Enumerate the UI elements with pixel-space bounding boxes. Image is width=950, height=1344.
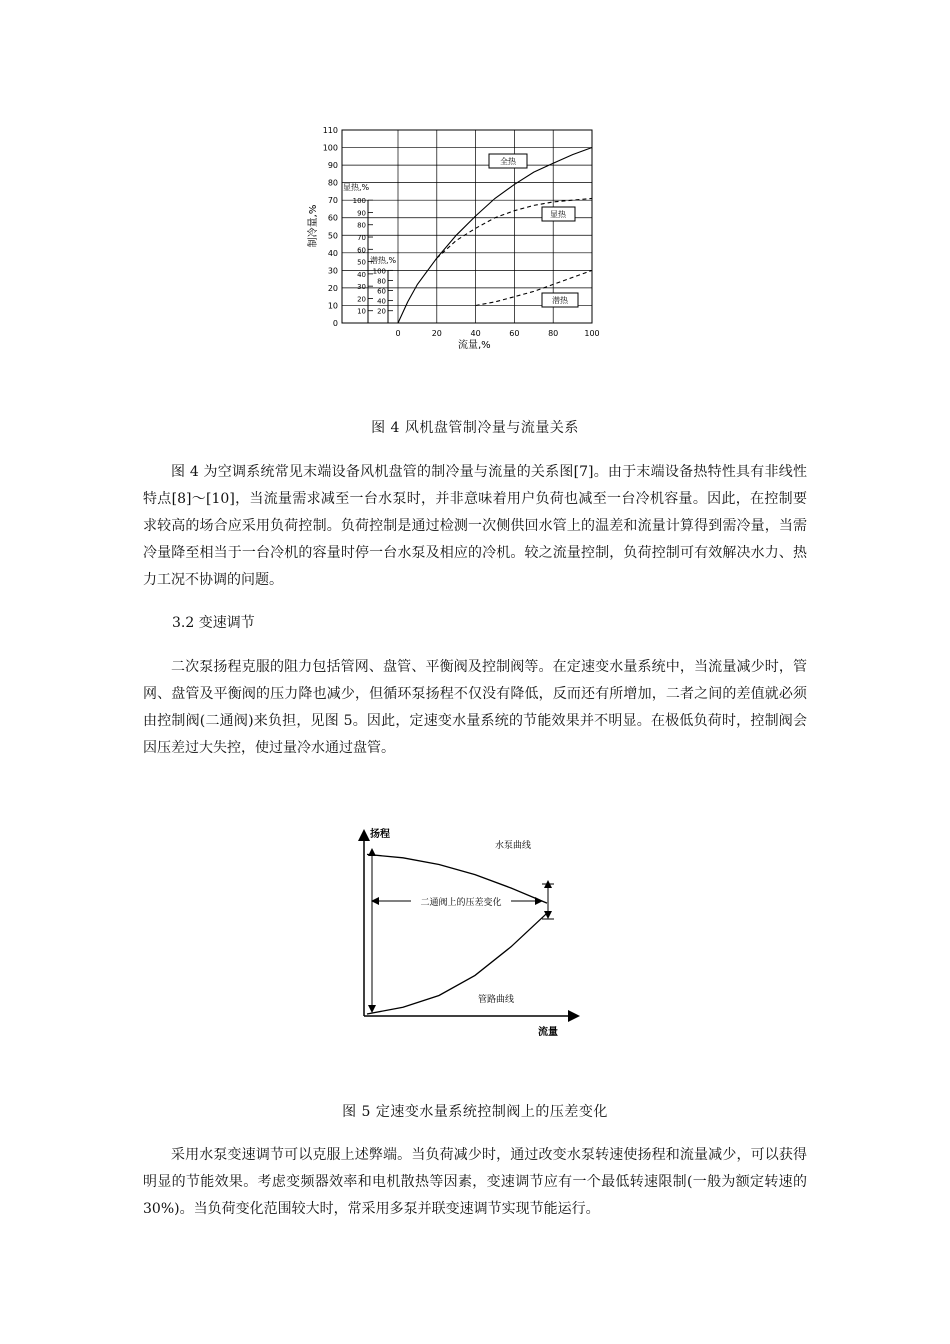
figure-5-y-axis-label: 扬程: [370, 829, 390, 840]
figure-4-y-axis-label: 制冷量,%: [308, 204, 319, 248]
figure-5-x-axis-label: 流量: [538, 1027, 558, 1038]
figure-4-box-sensible: [542, 207, 575, 221]
figure-4-latent-tick: 20: [377, 307, 386, 316]
figure-4-sensible-tick: 30: [357, 283, 366, 292]
paragraph-3: 采用水泵变速调节可以克服上述弊端。当负荷减少时，通过改变水泵转速使扬程和流量减少，可以获得明显的节能效果。考虑变频器效率和电机散热等因素，变速调节应有一个最低转速限制(一般为额定转速的 30%)。当负荷变化范围较大时，常采用多泵并联变速调节实现节能运行。: [143, 1147, 807, 1217]
figure-4-sensible-tick: 90: [357, 209, 366, 218]
figure-4-x-tick: 20: [431, 329, 442, 338]
figure-4-x-tick: 40: [470, 329, 481, 338]
figure-4-outer-y-tick: 40: [327, 248, 338, 258]
figure-4-sensible-tick: 10: [357, 307, 366, 316]
figure-5-pipe-curve-label: 管路曲线: [478, 995, 515, 1005]
figure-4-latent-tick: 40: [377, 297, 386, 306]
figure-4-outer-y-tick: 30: [327, 266, 338, 276]
figure-5-pump-curve-label: 水泵曲线: [495, 841, 532, 851]
figure-4-x-tick: 100: [584, 329, 600, 338]
figure-4-outer-y-ticks: [323, 126, 338, 328]
figure-4-box-total-label: 全热: [500, 157, 516, 166]
figure-4-latent-tick: 80: [377, 277, 386, 286]
figure-5-caption: 图 5 定速变水量系统控制阀上的压差变化: [342, 1104, 608, 1120]
figure-5-valve-label: 二通阀上的压差变化: [420, 898, 502, 908]
figure-4-outer-y-tick: 70: [327, 196, 338, 206]
figure-4-sensible-tick: 70: [357, 234, 366, 243]
figure-4-outer-y-tick: 10: [327, 301, 338, 311]
figure-4-inner2-label: 潜热,%: [370, 256, 397, 265]
figure-4-sensible-tick: 50: [357, 258, 366, 267]
paragraph-2: 二次泵扬程克服的阻力包括管网、盘管、平衡阀及控制阀等。在定速变水量系统中，当流量减少时，管网、盘管及平衡阀的压力降也减少，但循环泵扬程不仅没有降低，反而还有所增加，二者之间的差值就必须由控制阀(二通阀)来负担，见图 5。因此，定速变水量系统的节能效果并不明显。在极低负荷时，控制阀会因压差过大失控，使过量冷水通过盘管。: [143, 659, 807, 756]
figure-4-outer-y-tick: 50: [327, 231, 338, 241]
figure-4-x-ticks: [395, 329, 599, 338]
figure-4-outer-y-tick: 0: [332, 319, 338, 328]
section-heading-3-2: 3.2 变速调节: [172, 615, 255, 631]
figure-4-sensible-tick: 60: [357, 246, 366, 255]
figure-4-box-latent: [542, 293, 578, 307]
figure-4-x-axis-label: 流量,%: [458, 340, 491, 351]
figure-4-sensible-tick: 40: [357, 270, 366, 279]
figure-4-outer-y-tick: 20: [327, 283, 338, 293]
figure-4-outer-y-tick: 100: [322, 143, 338, 153]
figure-4-latent-tick: 60: [377, 287, 386, 296]
figure-4-outer-y-tick: 80: [327, 178, 338, 188]
figure-4-inner1-label: 显热,%: [343, 183, 370, 192]
figure-4-outer-y-tick: 110: [322, 126, 338, 135]
figure-4-x-tick: 80: [548, 329, 559, 338]
figure-4-caption: 图 4 风机盘管制冷量与流量关系: [371, 420, 579, 436]
figure-4-box-total: [489, 154, 527, 168]
figure-5-diagram: [355, 826, 585, 1046]
figure-5-curves: [367, 854, 547, 1014]
figure-4-sensible-tick: 20: [357, 295, 366, 304]
figure-4-latent-tick: 100: [372, 267, 386, 276]
figure-4-box-latent-label: 潜热: [552, 296, 568, 305]
figure-4-x-tick: 60: [509, 329, 520, 338]
figure-4-outer-y-tick: 90: [327, 161, 338, 171]
figure-4-sensible-tick: 100: [352, 197, 366, 206]
paragraph-1: 图 4 为空调系统常见末端设备风机盘管的制冷量与流量的关系图[7]。由于末端设备热特性具有非线性特点[8]～[10]，当流量需求减至一台水泵时，并非意味着用户负荷也减至一台冷机容量。因此，在控制要求较高的场合应采用负荷控制。负荷控制是通过检测一次侧供回水管上的温差和流量计算得到需冷量，当需冷量降至相当于一台冷机的容量时停一台水泵及相应的冷机。较之流量控制，负荷控制可有效解决水力、热力工况不协调的问题。: [143, 464, 807, 588]
figure-4-box-sensible-label: 显热: [550, 210, 566, 219]
figure-4-x-tick: 0: [395, 329, 401, 338]
figure-4-sensible-tick: 80: [357, 221, 366, 230]
figure-4-outer-y-tick: 60: [327, 213, 338, 223]
figure-4-chart: [300, 118, 610, 358]
figure-5-pipe-curve: [367, 913, 547, 1014]
figure-4-latent-axis: [373, 267, 393, 323]
